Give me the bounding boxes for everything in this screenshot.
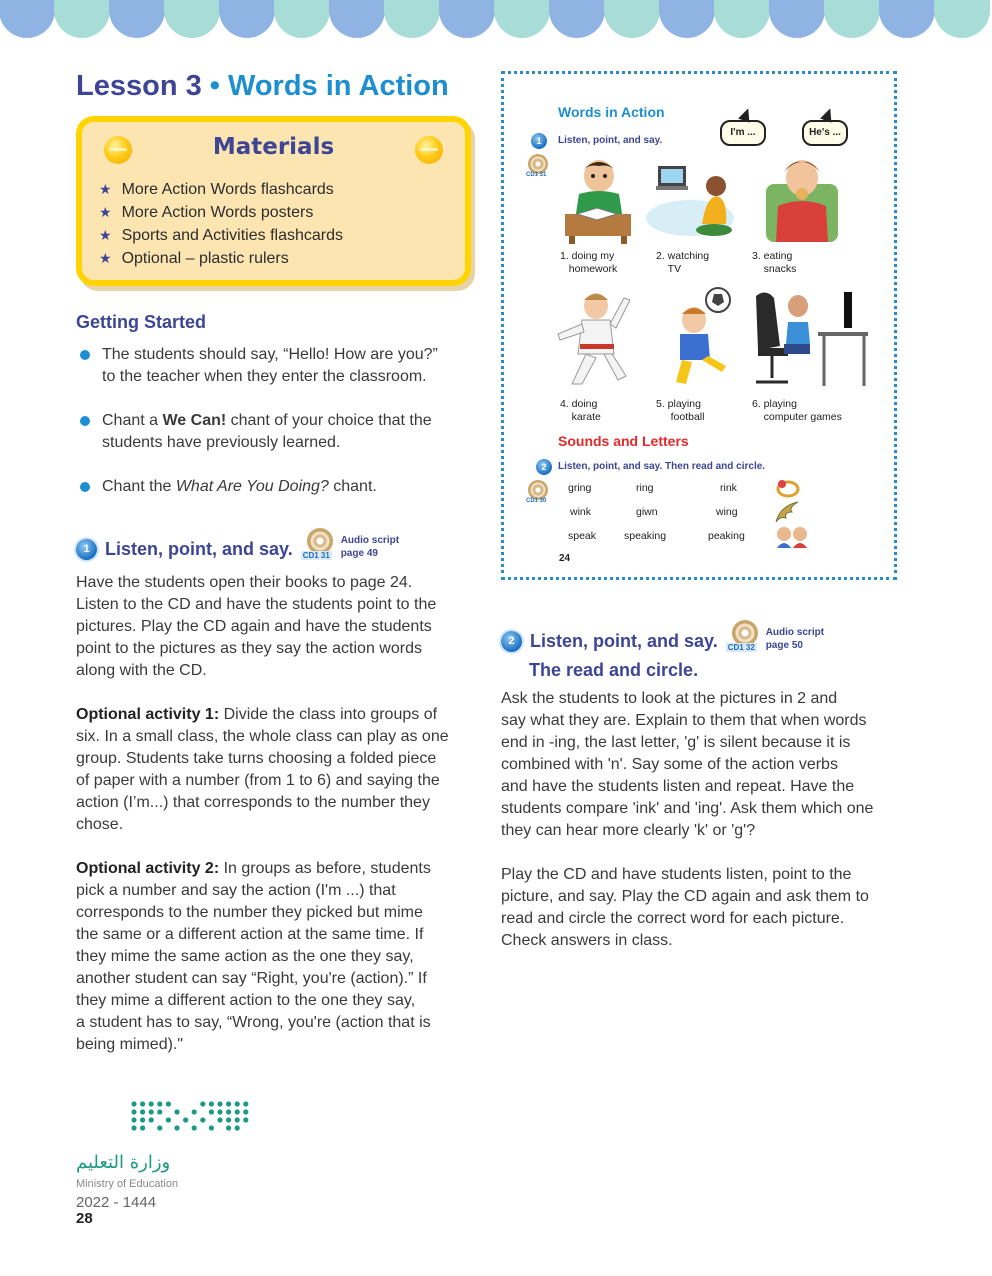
emblem-dot — [226, 1101, 231, 1106]
speech-bubble: He's ... — [802, 120, 848, 146]
emblem-dot — [226, 1109, 231, 1114]
emblem-dot — [235, 1109, 240, 1114]
scallop — [824, 0, 880, 38]
homework-picture — [559, 154, 637, 244]
emblem-dot — [217, 1117, 222, 1122]
activity1-title: Listen, point, and say. — [105, 539, 293, 559]
scallop — [604, 0, 660, 38]
emblem-dot — [140, 1125, 145, 1130]
emblem-dot — [217, 1109, 222, 1114]
word-choice[interactable]: speak — [568, 530, 597, 542]
getting-started-list — [76, 344, 476, 520]
caption: 4. doing karate — [560, 398, 601, 423]
title-separator: • — [209, 70, 220, 102]
scallop — [714, 0, 770, 38]
scallop — [329, 0, 385, 38]
book-task-badge: 1 — [531, 133, 547, 149]
word-choice[interactable]: giwn — [636, 506, 658, 518]
emblem-dot — [174, 1125, 179, 1130]
lesson-name: Words in Action — [228, 70, 449, 102]
emblem-dot — [140, 1117, 145, 1122]
bullet-item: Chant the What Are You Doing? chant. — [76, 476, 476, 498]
word-choice[interactable]: wing — [716, 506, 738, 518]
star-icon: ★ — [99, 204, 112, 220]
book-task1-instruction: Listen, point, and say. — [558, 135, 663, 146]
lesson-number: Lesson 3 — [76, 70, 202, 102]
materials-box — [76, 116, 471, 286]
scallop — [164, 0, 220, 38]
scallop — [659, 0, 715, 38]
book-task2-instruction: Listen, point, and say. Then read and circle. — [558, 461, 766, 472]
emblem-dot — [131, 1109, 136, 1114]
emblem-dot — [192, 1125, 197, 1130]
activity-number-badge: 1 — [76, 539, 97, 560]
bullet-item: The students should say, “Hello! How are you?” to the teacher when they enter the classroom. — [76, 344, 476, 388]
edition-year: 2022 - 1444 — [76, 1194, 157, 1211]
emblem-dot — [243, 1109, 248, 1114]
cd-icon — [528, 154, 548, 174]
emblem-dot — [209, 1109, 214, 1114]
activity2-paragraph: Play the CD and have students listen, point to the picture, and say. Play the CD again and ask them to read and circle the correct word for each picture. Check answers in class. — [501, 866, 869, 949]
ministry-name-english: Ministry of Education — [76, 1178, 179, 1190]
scallop — [219, 0, 275, 38]
watching-tv-picture — [644, 158, 736, 244]
ministry-emblem — [130, 1100, 260, 1144]
scallop — [0, 0, 55, 38]
star-icon: ★ — [99, 250, 112, 266]
emblem-dot — [217, 1101, 222, 1106]
emblem-dot — [200, 1117, 205, 1122]
cd-track-label: CD1 31 — [302, 551, 330, 560]
ring-icon — [774, 478, 802, 498]
karate-picture — [552, 288, 636, 388]
materials-item: ★ Optional – plastic rulers — [99, 250, 289, 267]
star-icon: ★ — [99, 181, 112, 197]
book-task-badge: 2 — [536, 459, 552, 475]
scallop — [274, 0, 330, 38]
sounds-letters-heading: Sounds and Letters — [558, 433, 689, 449]
scallop-border — [0, 0, 992, 42]
word-choice[interactable]: ring — [636, 482, 654, 494]
scallop — [109, 0, 165, 38]
emblem-dot — [209, 1125, 214, 1130]
emblem-dot — [157, 1125, 162, 1130]
emblem-dot — [157, 1101, 162, 1106]
caption: 1. doing my homework — [560, 250, 618, 275]
cd-track-label: CD1 30 — [526, 498, 547, 504]
book-page-number: 24 — [559, 553, 571, 564]
emblem-dot — [131, 1125, 136, 1130]
audio-script-ref: Audio script page 50 — [765, 627, 825, 651]
emblem-dot — [209, 1101, 214, 1106]
emblem-dot — [131, 1117, 136, 1122]
emblem-dot — [235, 1101, 240, 1106]
emblem-dot — [200, 1101, 205, 1106]
materials-heading: Materials — [212, 134, 335, 160]
computer-games-picture — [744, 286, 870, 390]
emblem-dot — [157, 1109, 162, 1114]
emblem-dot — [149, 1117, 154, 1122]
word-choice[interactable]: gring — [568, 482, 592, 494]
activity2-paragraph: Ask the students to look at the pictures in 2 and say what they are. Explain to them that when words end in -ing, the last letter, 'g' is silent because it is combined with 'n'. Say some of the action verbs and have the students listen and repeat. Have the students compare 'ink' and 'ing'. Ask them which one they can hear more clearly 'k' or 'g'? — [501, 690, 874, 839]
activity2-title: Listen, point, and say. — [530, 631, 718, 651]
materials-list — [99, 178, 343, 270]
scallop — [494, 0, 550, 38]
optional-activity-2: Optional activity 2: In groups as before, students pick a number and say the action (I'm ...) that corresponds to the number they picked but mime the same or a different action at the same time. If they mime the same action as the one they say, another student can say “Right, you're (action).” If they mime a different action to the one they say, a student has to say, “Wrong, you're (action that is being mimed)." — [76, 860, 431, 1053]
star-icon: ★ — [99, 227, 112, 243]
cd-track-label: CD1 32 — [727, 643, 755, 652]
caption: 6. playing computer games — [752, 398, 842, 423]
emblem-dot — [243, 1101, 248, 1106]
emblem-dot — [235, 1117, 240, 1122]
caption: 3. eating snacks — [752, 250, 797, 275]
emblem-dot — [226, 1117, 231, 1122]
word-choice[interactable]: speaking — [624, 530, 667, 542]
scallop — [879, 0, 935, 38]
audio-script-ref: Audio script page 49 — [340, 535, 400, 559]
emblem-dot — [243, 1117, 248, 1122]
emblem-dot — [226, 1125, 231, 1130]
scallop — [549, 0, 605, 38]
activity2-title-line2: The read and circle. — [529, 660, 699, 680]
emblem-dot — [149, 1101, 154, 1106]
materials-item: ★ Sports and Activities flashcards — [99, 227, 343, 244]
emblem-dot — [166, 1117, 171, 1122]
scallop — [769, 0, 825, 38]
scallop — [54, 0, 110, 38]
getting-started-heading: Getting Started — [76, 312, 207, 332]
eating-snacks-picture — [762, 154, 842, 246]
activity-number-badge: 2 — [501, 631, 522, 652]
emblem-dot — [192, 1109, 197, 1114]
football-picture — [656, 286, 740, 388]
optional-activity-1: Optional activity 1: Divide the class into groups of six. In a small class, the whole class can play as one group. Students take turns choosing a folded piece of paper with a number (from 1 to 6) and saying the action (I’m...) that corresponds to the number they chose. — [76, 706, 449, 833]
emblem-dot — [183, 1117, 188, 1122]
emblem-dot — [174, 1109, 179, 1114]
ministry-name-arabic: وزارة التعليم — [76, 1152, 171, 1173]
bullet-item: Chant a We Can! chant of your choice that the students have previously learned. — [76, 410, 476, 454]
student-book-page — [501, 71, 897, 580]
activity2-heading — [501, 620, 824, 652]
materials-item: ★ More Action Words posters — [99, 204, 314, 221]
lesson-title — [76, 70, 449, 103]
word-choice[interactable]: rink — [720, 482, 737, 494]
caption: 5. playing football — [656, 398, 705, 423]
cd-track-label: CD1 31 — [526, 172, 547, 178]
word-choice[interactable]: peaking — [708, 530, 745, 542]
emblem-dot — [140, 1109, 145, 1114]
cd-icon — [301, 528, 337, 560]
emblem-dot — [140, 1101, 145, 1106]
scallop — [439, 0, 495, 38]
caption: 2. watching TV — [656, 250, 710, 275]
cd-icon — [726, 620, 762, 652]
emblem-dot — [131, 1101, 136, 1106]
book-title: Words in Action — [558, 104, 665, 120]
page-number: 28 — [76, 1210, 93, 1227]
word-choice[interactable]: wink — [570, 506, 592, 518]
materials-item: ★ More Action Words flashcards — [99, 181, 334, 198]
scallop — [384, 0, 440, 38]
emblem-dot — [235, 1125, 240, 1130]
activity1-paragraph: Have the students open their books to page 24. Listen to the CD and have the students point to the pictures. Play the CD again and have the students point to the pictures as they say the action words along with the CD. — [76, 574, 437, 679]
cd-icon — [528, 480, 548, 500]
emblem-dot — [149, 1109, 154, 1114]
speaking-icon — [774, 524, 810, 548]
speech-bubble: I'm ... — [720, 120, 766, 146]
emblem-dot — [166, 1101, 171, 1106]
activity1-heading — [76, 528, 399, 560]
scallop — [934, 0, 990, 38]
wing-icon — [774, 500, 800, 524]
